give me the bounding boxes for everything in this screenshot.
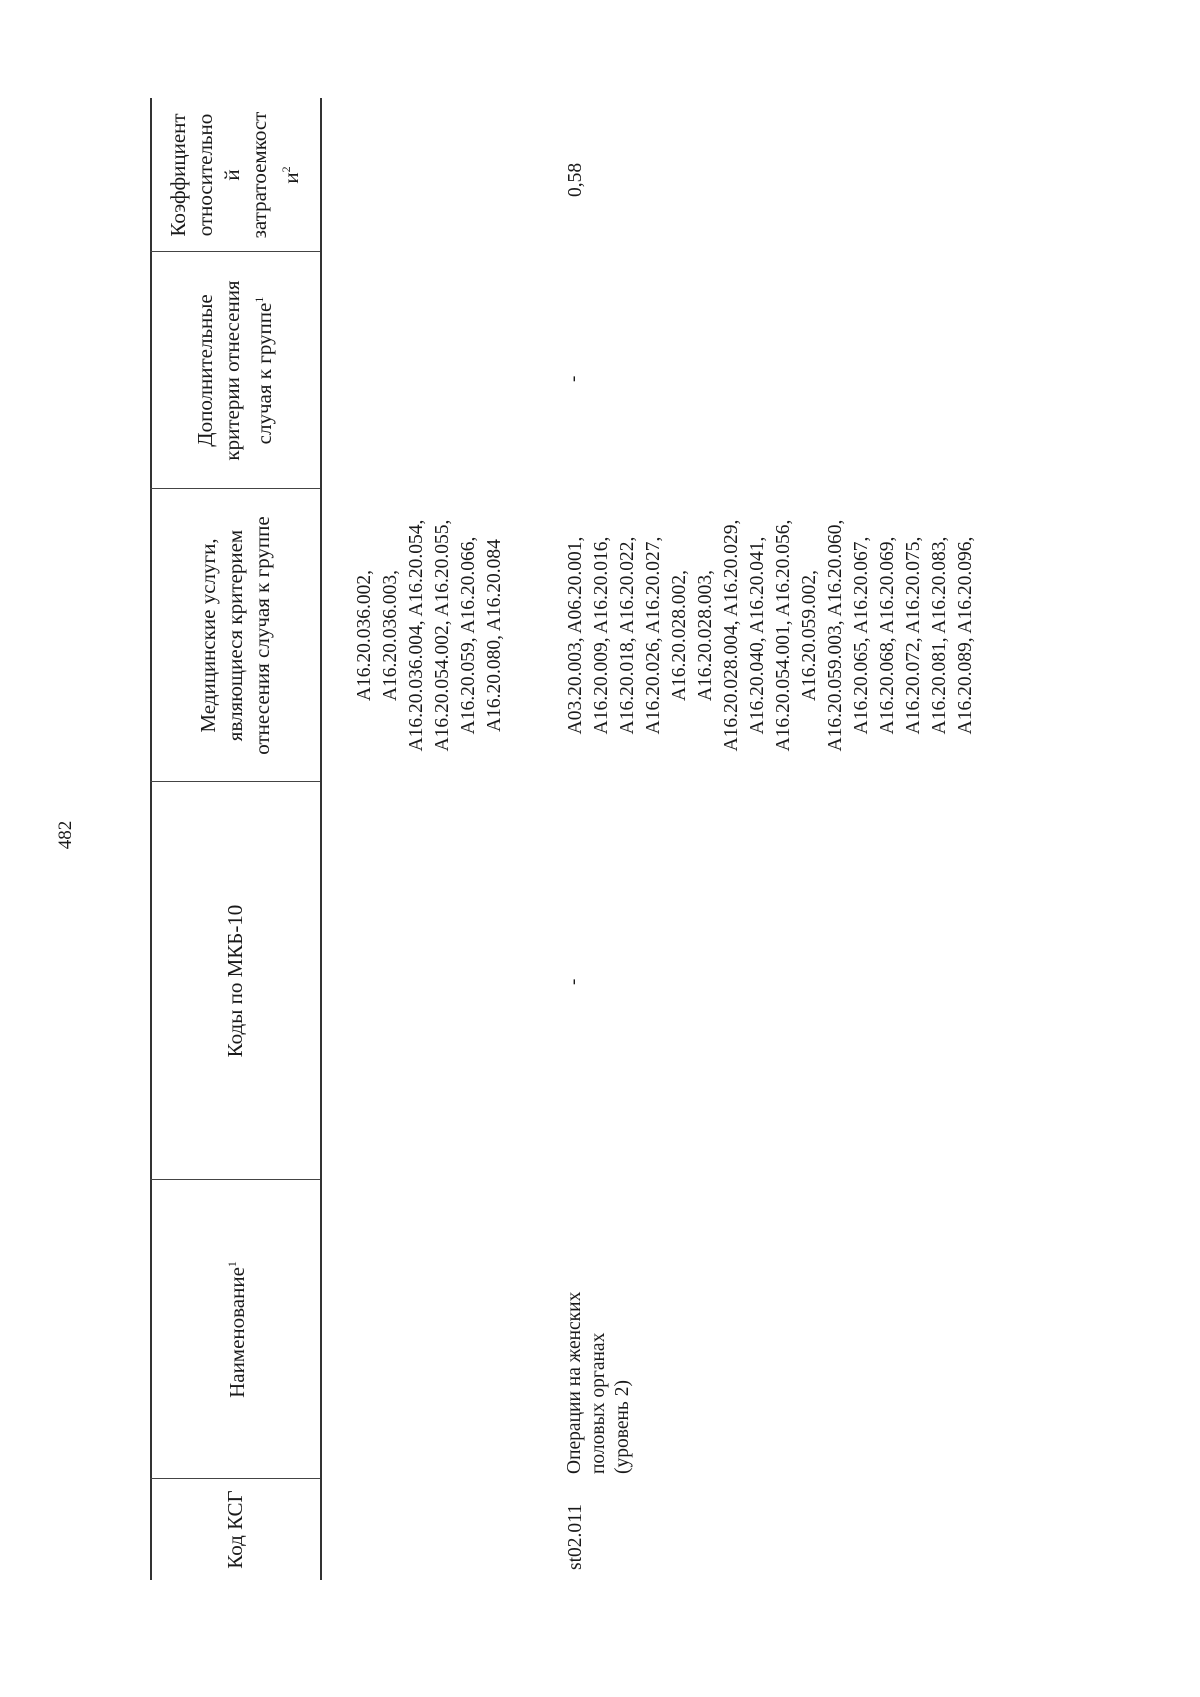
- service-code-line: A16.20.054.001, A16.20.056,: [773, 519, 794, 752]
- header-criteria: [150, 252, 320, 489]
- header-criteria-line: критерии отнесения: [220, 280, 244, 461]
- page-number: 482: [55, 820, 76, 850]
- service-code-line: A16.20.018, A16.20.022,: [617, 536, 638, 735]
- header-services: [150, 489, 320, 782]
- header-criteria-line: Дополнительные: [193, 294, 217, 447]
- service-code-line: A16.20.089, A16.20.096,: [955, 536, 976, 735]
- table-row-criteria: -: [563, 375, 584, 382]
- header-services-line: отнесения случая к группе: [249, 516, 274, 755]
- table-row-services: [563, 489, 979, 782]
- service-code-line: A16.20.059.003, A16.20.060,: [825, 519, 846, 752]
- service-code-line: A16.20.028.003,: [695, 569, 716, 702]
- row-name-line: половых органах: [588, 1332, 609, 1474]
- row-name-line: Операции на женских: [564, 1291, 585, 1474]
- service-code-line: A16.20.081, A16.20.083,: [929, 536, 950, 735]
- service-code-line: A16.20.026, A16.20.027,: [643, 536, 664, 735]
- service-code-line: A16.20.028.002,: [669, 569, 690, 702]
- header-ksg-code: [150, 1479, 320, 1580]
- service-code-line: A16.20.068, A16.20.069,: [877, 536, 898, 735]
- service-code-line: A16.20.059.002,: [799, 569, 820, 702]
- service-code-line: A16.20.054.002, A16.20.055,: [432, 519, 453, 752]
- service-code-line: A16.20.009, A16.20.016,: [591, 536, 612, 735]
- header-services-line: Медицинские услуги,: [195, 538, 220, 733]
- header-coefficient-line: относительно: [193, 113, 217, 237]
- table-row-mkb-codes: -: [563, 978, 584, 985]
- table-header-rule: [320, 98, 322, 1580]
- service-code-line: A16.20.028.004, A16.20.029,: [721, 519, 742, 752]
- table-row-coefficient: 0,58: [565, 162, 586, 197]
- service-code-line: A16.20.065, A16.20.067,: [851, 536, 872, 735]
- header-services-line: являющиеся критерием: [222, 529, 247, 742]
- service-code-line: A16.20.036.003,: [380, 569, 401, 702]
- header-coefficient-line: затратоемкост: [247, 111, 271, 239]
- table-row-ksg-code: st02.011: [565, 1504, 586, 1570]
- header-mkb-codes: [150, 782, 320, 1180]
- service-code-line: A16.20.059, A16.20.066,: [458, 536, 479, 735]
- header-name: [150, 1180, 320, 1479]
- header-coefficient-line: Коэффициент: [166, 113, 190, 237]
- header-ksg-code-text: Код КСГ: [222, 1490, 247, 1569]
- footnote-marker: 1: [225, 1261, 239, 1268]
- header-coefficient-line: и: [279, 172, 303, 184]
- service-code-line: A03.20.003, A06.20.001,: [565, 536, 586, 735]
- service-code-line: A16.20.080, A16.20.084: [484, 539, 505, 732]
- footnote-marker: 2: [279, 166, 293, 173]
- header-criteria-line: случая к группе: [252, 302, 276, 445]
- header-name-text: Наименование: [225, 1267, 249, 1398]
- footnote-marker: 1: [252, 296, 266, 303]
- header-coefficient: [150, 98, 320, 252]
- service-code-line: A16.20.040, A16.20.041,: [747, 536, 768, 735]
- service-code-line: A16.20.036.002,: [354, 569, 375, 702]
- continuation-services-cell: [352, 489, 508, 782]
- service-code-line: A16.20.036.004, A16.20.054,: [406, 519, 427, 752]
- header-mkb-codes-text: Коды по МКБ-10: [222, 904, 247, 1058]
- table-row-name: [563, 1292, 635, 1474]
- header-coefficient-line: й: [220, 169, 244, 181]
- service-code-line: A16.20.072, A16.20.075,: [903, 536, 924, 735]
- row-name-line: (уровень 2): [612, 1380, 633, 1474]
